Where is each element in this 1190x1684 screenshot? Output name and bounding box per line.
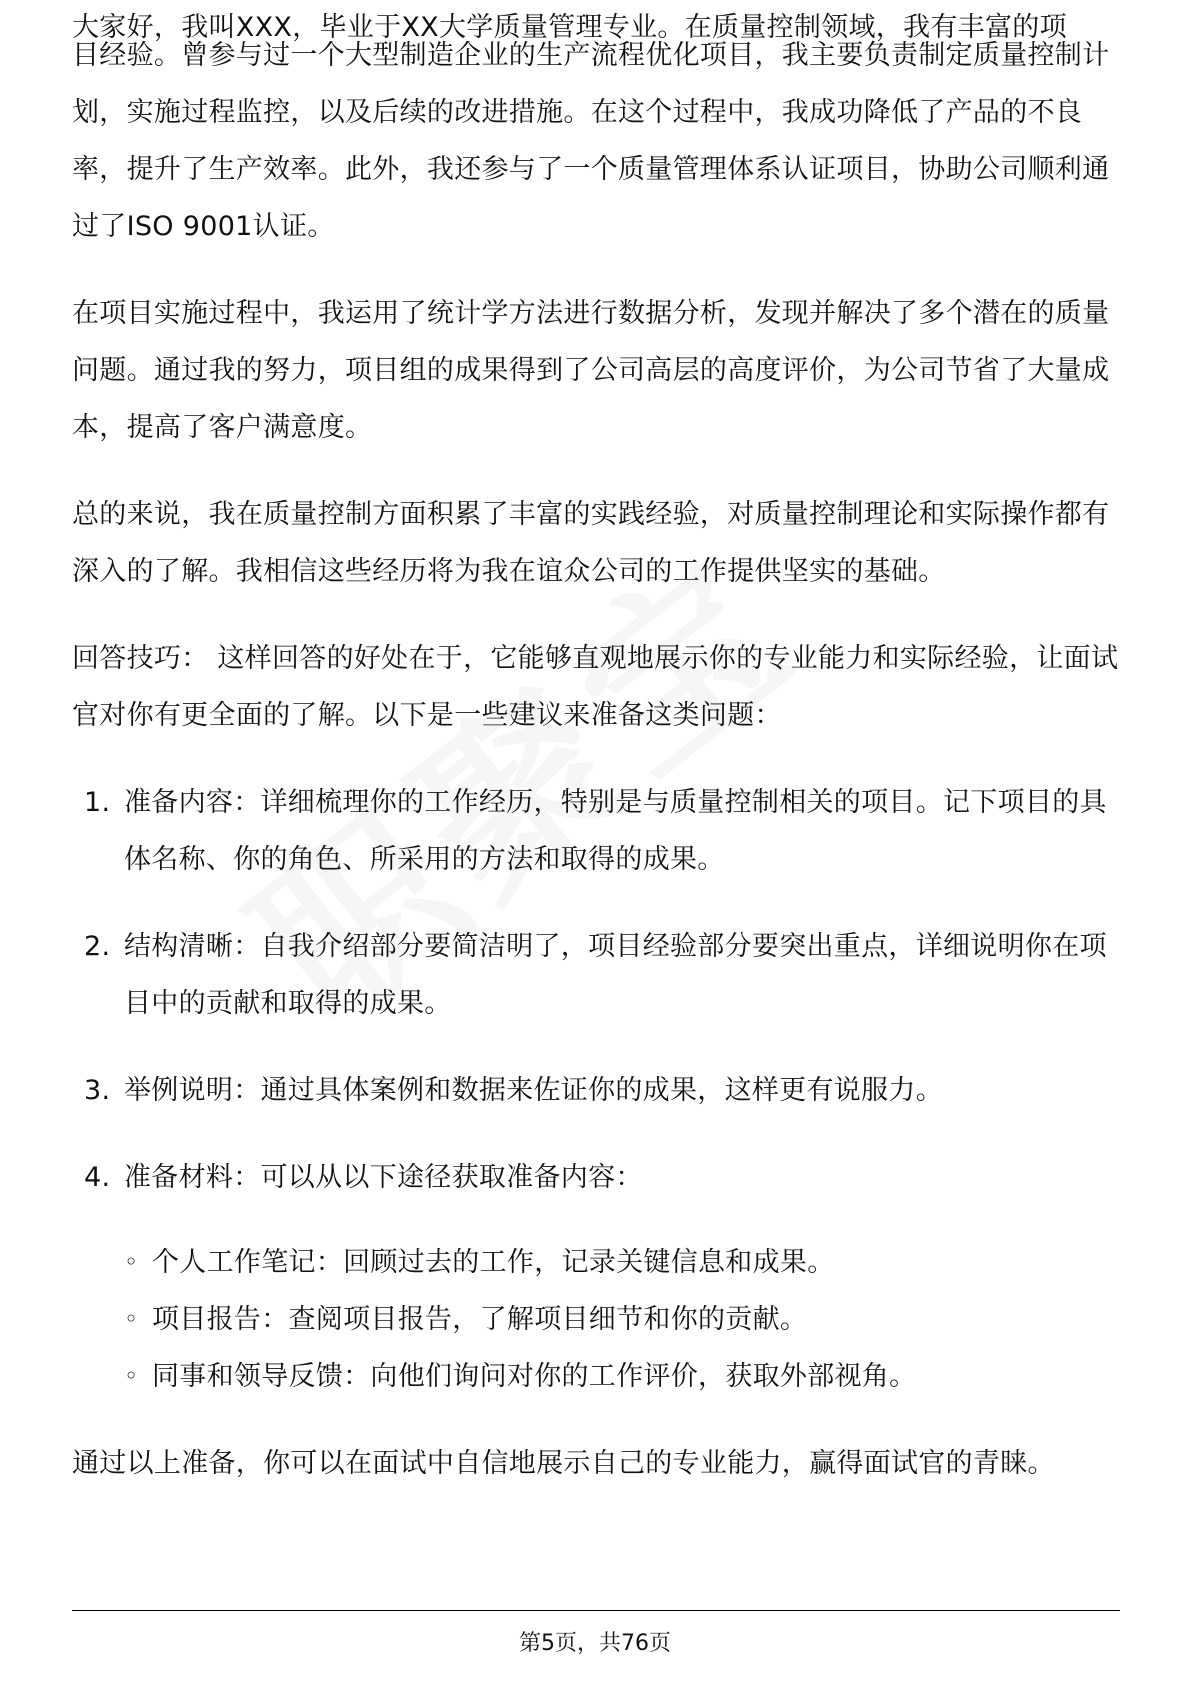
bullet-icon: ◦ — [124, 1248, 139, 1276]
sub-list-item-text: 同事和领导反馈：向他们询问对你的工作评价，获取外部视角。 — [152, 1361, 917, 1392]
paragraph-methods: 在项目实施过程中，我运用了统计学方法进行数据分析，发现并解决了多个潜在的质量问题。通过我的努力，项目组的成果得到了公司高层的高度评价，为公司节省了大量成本，提高了客户满意度。 — [72, 298, 1110, 443]
cutoff-text: 大家好，我叫XXX，毕业于XX大学质量管理专业。在质量控制领域，我有丰富的项 — [72, 12, 1067, 43]
page-number: 第5页，共76页 — [519, 1631, 671, 1656]
list-item-text: 准备内容：详细梳理你的工作经历，特别是与质量控制相关的项目。记下项目的具体名称、你的角色、所采用的方法和取得的成果。 — [124, 787, 1107, 875]
bullet-icon: ◦ — [124, 1362, 139, 1390]
list-item-number: 1. — [84, 787, 111, 818]
cutoff-text-line — [72, 0, 1120, 43]
sub-list-item-text: 个人工作笔记：回顾过去的工作，记录关键信息和成果。 — [152, 1247, 835, 1278]
sub-list-item-text: 项目报告：查阅项目报告，了解项目细节和你的贡献。 — [152, 1304, 808, 1335]
bullet-icon: ◦ — [124, 1305, 139, 1333]
paragraph-closing: 通过以上准备，你可以在面试中自信地展示自己的专业能力，赢得面试官的青睐。 — [72, 1448, 1055, 1479]
list-item — [72, 1149, 1120, 1405]
list-item-number: 2. — [84, 931, 111, 962]
list-item — [72, 774, 1120, 888]
sub-list — [124, 1234, 1120, 1405]
paragraph-answer-tips: 回答技巧： 这样回答的好处在于，它能够直观地展示你的专业能力和实际经验，让面试官对你有更全面的了解。以下是一些建议来准备这类问题： — [72, 643, 1119, 731]
list-item-text: 结构清晰：自我介绍部分要简洁明了，项目经验部分要突出重点，详细说明你在项目中的贡献和取得的成果。 — [124, 931, 1107, 1019]
footer-divider — [72, 1610, 1120, 1611]
list-item-text: 准备材料：可以从以下途径获取准备内容： — [124, 1162, 643, 1193]
list-item — [72, 1062, 1120, 1119]
document-body — [72, 12, 1120, 1492]
list-item-number: 4. — [84, 1162, 111, 1193]
paragraph-summary: 总的来说，我在质量控制方面积累了丰富的实践经验，对质量控制理论和实际操作都有深入的了解。我相信这些经历将为我在谊众公司的工作提供坚实的基础。 — [72, 499, 1110, 587]
tips-list — [72, 774, 1120, 1405]
list-item-text: 举例说明：通过具体案例和数据来佐证你的成果，这样更有说服力。 — [124, 1075, 943, 1106]
sub-list-item — [124, 1291, 1120, 1348]
list-item — [72, 918, 1120, 1032]
list-item-number: 3. — [84, 1075, 111, 1106]
sub-list-item — [124, 1348, 1120, 1405]
paragraph-experience: 目经验。曾参与过一个大型制造企业的生产流程优化项目，我主要负责制定质量控制计划，实施过程监控，以及后续的改进措施。在这个过程中，我成功降低了产品的不良率，提升了生产效率。此外，我还参与了一个质量管理体系认证项目，协助公司顺利通过了ISO 9001认证。 — [72, 40, 1110, 242]
sub-list-item — [124, 1234, 1120, 1291]
